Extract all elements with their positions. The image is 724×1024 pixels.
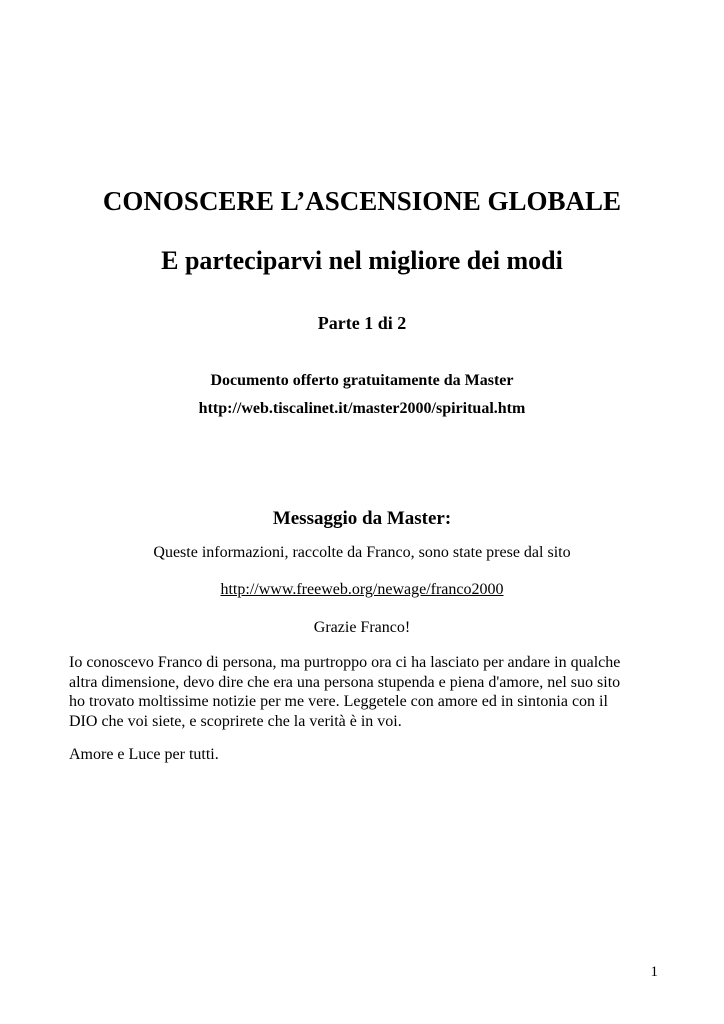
message-closing: Amore e Luce per tutti. <box>69 746 219 763</box>
body-line: altra dimensione, devo dire che era una persona stupenda e piena d'amore, nel suo sito <box>69 673 621 691</box>
part-indicator: Parte 1 di 2 <box>317 313 407 333</box>
body-line: DIO che voi siete, e scoprirete che la verità è in voi. <box>69 712 402 730</box>
message-link-container <box>0 581 724 599</box>
message-intro: Queste informazioni, raccolte da Franco, sono state prese dal sito <box>153 544 571 561</box>
franco-site-link[interactable]: http://www.freeweb.org/newage/franco2000 <box>220 581 504 598</box>
message-body <box>69 653 659 731</box>
document-title: CONOSCERE L’ASCENSIONE GLOBALE <box>102 186 622 216</box>
offer-line: Documento offerto gratuitamente da Master <box>210 372 514 389</box>
message-heading: Messaggio da Master: <box>272 508 452 529</box>
document-subtitle: E parteciparvi nel migliore dei modi <box>161 246 563 275</box>
message-thanks: Grazie Franco! <box>313 619 411 636</box>
body-line: Io conoscevo Franco di persona, ma purtroppo ora ci ha lasciato per andare in qualche <box>69 654 621 671</box>
page-number: 1 <box>650 964 658 980</box>
offer-url: http://web.tiscalinet.it/master2000/spiritual.htm <box>198 400 526 417</box>
body-line: ho trovato moltissime notizie per me vere. Leggetele con amore ed in sintonia con il <box>69 693 608 710</box>
